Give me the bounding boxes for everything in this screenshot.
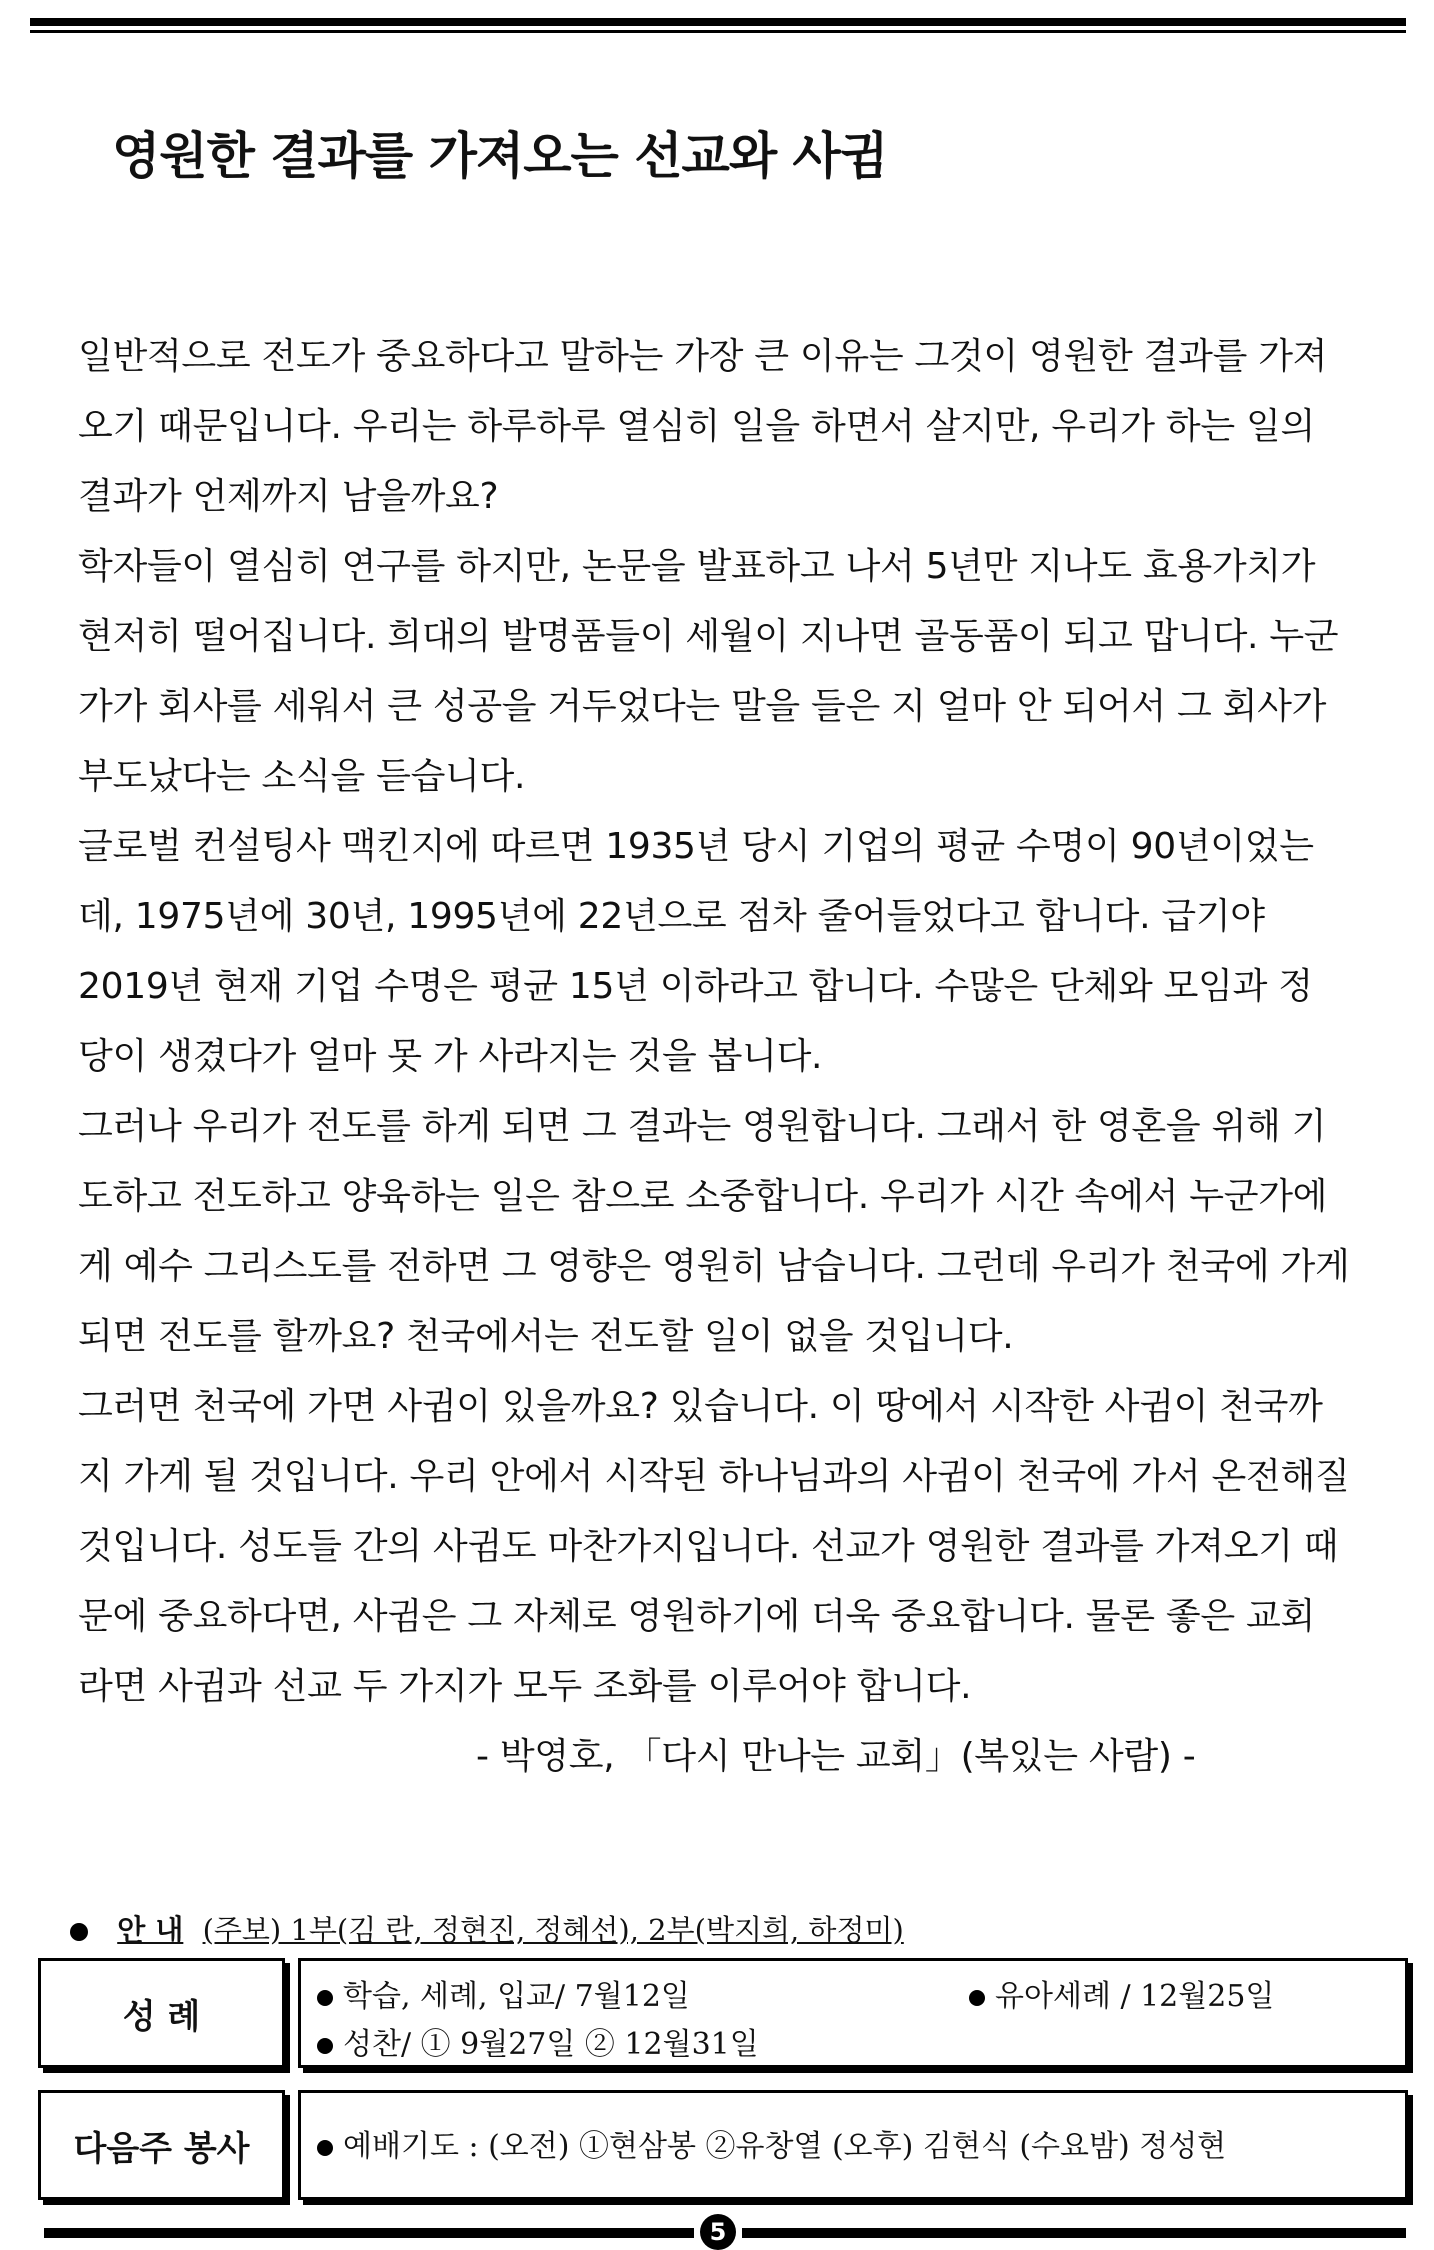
body-line: 라면 사귐과 선교 두 가지가 모두 조화를 이루어야 합니다. — [78, 1666, 972, 1707]
body-line: 가가 회사를 세워서 큰 성공을 거두었다는 말을 들은 지 얼마 안 되어서 그 회사가 — [78, 686, 1327, 727]
sacraments-label: 성 례 — [122, 1996, 201, 2037]
bullet-icon — [317, 2140, 333, 2156]
body-line: 글로벌 컨설팅사 맥킨지에 따르면 1935년 당시 기업의 평균 수명이 90년이었는 — [78, 826, 1314, 867]
notice-line — [70, 1908, 904, 1949]
body-line: 게 예수 그리스도를 전하면 그 영향은 영원히 남습니다. 그런데 우리가 천국에 가게 — [78, 1246, 1350, 1287]
sacraments-label-box — [38, 1958, 285, 2068]
sacraments-item: 유아세례 / 12월25일 — [969, 1971, 1274, 2015]
next-week-label: 다음주 봉사 — [73, 2128, 250, 2169]
bullet-icon — [969, 1990, 985, 2006]
page-number: 5 — [700, 2214, 736, 2250]
body-line: 부도났다는 소식을 듣습니다. — [78, 756, 526, 797]
body-line: 학자들이 열심히 연구를 하지만, 논문을 발표하고 나서 5년만 지나도 효용가치가 — [78, 546, 1316, 587]
body-line: 2019년 현재 기업 수명은 평균 15년 이하라고 합니다. 수많은 단체와 모임과 정 — [78, 966, 1313, 1007]
bullet-icon — [70, 1923, 88, 1941]
notice-detail: (주보) 1부(김 란, 정현진, 정혜선), 2부(박지희, 하정미) — [202, 1913, 904, 1947]
sacraments-content-box — [298, 1958, 1408, 2068]
top-thin-rule — [30, 30, 1406, 33]
body-line: 데, 1975년에 30년, 1995년에 22년으로 점차 줄어들었다고 합니다. 급기야 — [78, 896, 1265, 937]
bottom-rule-left — [44, 2228, 694, 2238]
body-line: 오기 때문입니다. 우리는 하루하루 열심히 일을 하면서 살지만, 우리가 하는 일의 — [78, 406, 1315, 447]
article-body — [78, 322, 1378, 1792]
next-week-label-box — [38, 2090, 285, 2200]
notice-label: 안 내 — [117, 1913, 184, 1947]
body-line: 당이 생겼다가 얼마 못 가 사라지는 것을 봅니다. — [78, 1036, 823, 1077]
body-line: 그러나 우리가 전도를 하게 되면 그 결과는 영원합니다. 그래서 한 영혼을 위해 기 — [78, 1106, 1327, 1147]
bottom-rule-right — [742, 2228, 1406, 2238]
bullet-icon — [317, 1990, 333, 2006]
sacraments-item: 성찬/ ① 9월27일 ② 12월31일 — [317, 2019, 759, 2063]
next-week-item: 예배기도 : (오전) ①현삼봉 ②유창열 (오후) 김현식 (수요밤) 정성현 — [317, 2121, 1226, 2165]
body-line: 결과가 언제까지 남을까요? — [78, 476, 499, 517]
bullet-icon — [317, 2038, 333, 2054]
next-week-content-box — [298, 2090, 1408, 2200]
body-line: 문에 중요하다면, 사귐은 그 자체로 영원하기에 더욱 중요합니다. 물론 좋은 교회 — [78, 1596, 1315, 1637]
body-line: 되면 전도를 할까요? 천국에서는 전도할 일이 없을 것입니다. — [78, 1316, 1014, 1357]
sacraments-item: 학습, 세례, 입교/ 7월12일 — [317, 1971, 690, 2015]
body-line: 도하고 전도하고 양육하는 일은 참으로 소중합니다. 우리가 시간 속에서 누군가에 — [78, 1176, 1328, 1217]
body-line: 것입니다. 성도들 간의 사귐도 마찬가지입니다. 선교가 영원한 결과를 가져오기 때 — [78, 1526, 1339, 1567]
body-line: 지 가게 될 것입니다. 우리 안에서 시작된 하나님과의 사귐이 천국에 가서 온전해질 — [78, 1456, 1350, 1497]
source-citation: - 박영호, 「다시 만나는 교회」(복있는 사람) - — [476, 1736, 1196, 1777]
top-thick-rule — [30, 18, 1406, 26]
article-title: 영원한 결과를 가져오는 선교와 사귐 — [112, 127, 888, 185]
body-line: 일반적으로 전도가 중요하다고 말하는 가장 큰 이유는 그것이 영원한 결과를 가져 — [78, 336, 1328, 377]
body-line: 그러면 천국에 가면 사귐이 있을까요? 있습니다. 이 땅에서 시작한 사귐이 천국까 — [78, 1386, 1323, 1427]
body-line: 현저히 떨어집니다. 희대의 발명품들이 세월이 지나면 골동품이 되고 맙니다. 누군 — [78, 616, 1339, 657]
